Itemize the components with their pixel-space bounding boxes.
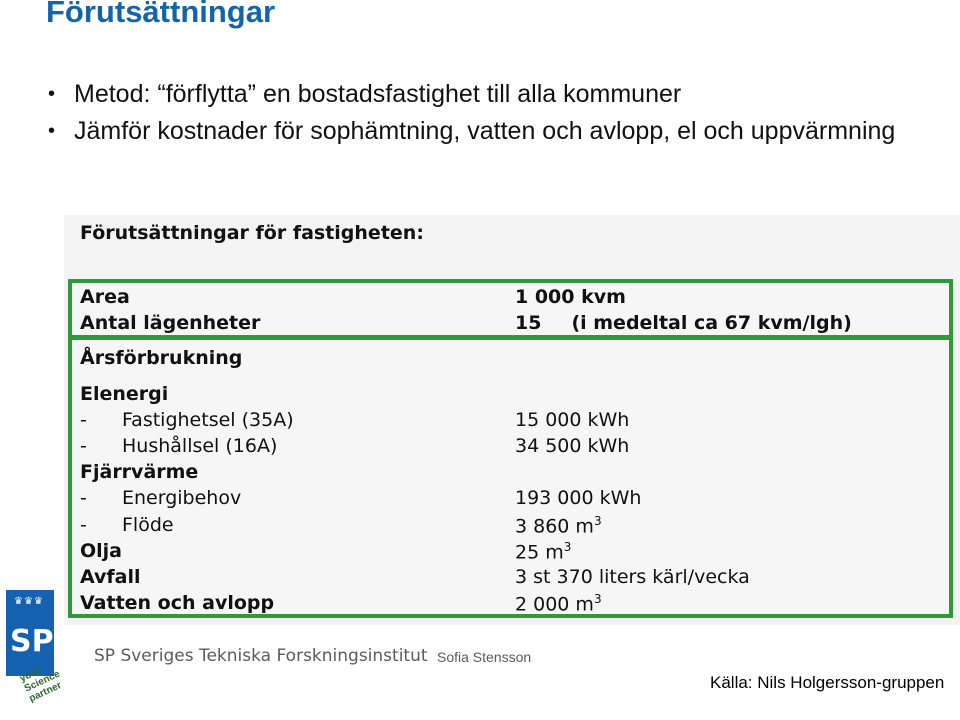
row-dash: - bbox=[80, 513, 87, 536]
panel-heading: Förutsättningar för fastigheten: bbox=[80, 222, 424, 244]
row-label bbox=[80, 383, 168, 405]
organization-name: SP Sveriges Tekniska Forskningsinstitut bbox=[94, 646, 428, 666]
row-value: 193 000 kWh bbox=[515, 487, 642, 510]
bullet-text: Jämför kostnader för sophämtning, vatten och avlopp, el och uppvärmning bbox=[74, 117, 896, 145]
sp-logo-text: SP bbox=[10, 624, 54, 659]
row-value: 2 000 $m^3$ bbox=[515, 591, 602, 616]
property-summary-box bbox=[68, 279, 953, 339]
row-dash: - bbox=[80, 435, 87, 458]
three-crowns-icon: ♛♛♛ bbox=[14, 596, 44, 607]
section-heading: Årsförbrukning bbox=[80, 347, 243, 369]
row-value: 1 000 kvm bbox=[515, 286, 626, 308]
row-label bbox=[80, 514, 174, 536]
row-label bbox=[80, 487, 241, 509]
unit-superscript: 3 bbox=[563, 539, 572, 554]
author-name: Sofia Stensson bbox=[437, 649, 532, 665]
row-label-text: Olja bbox=[80, 539, 122, 562]
source-note: Källa: Nils Holgersson-gruppen bbox=[710, 673, 945, 692]
table-row bbox=[72, 312, 949, 338]
property-conditions-panel bbox=[64, 215, 960, 625]
row-value: 3 st 370 liters kärl/vecka bbox=[515, 565, 750, 588]
table-row bbox=[72, 487, 949, 513]
row-label-text: Elenergi bbox=[80, 383, 169, 405]
row-label-text: Flöde bbox=[122, 513, 174, 536]
table-row bbox=[72, 286, 949, 312]
table-row bbox=[72, 383, 949, 409]
table-row bbox=[72, 409, 949, 435]
row-label bbox=[80, 409, 294, 431]
bullet-item bbox=[46, 76, 946, 113]
row-label-text: Avfall bbox=[80, 565, 141, 588]
bullet-text: Metod: “förflytta” en bostadsfastighet till alla kommuner bbox=[74, 80, 682, 108]
slide-title: Förutsättningar bbox=[46, 0, 276, 29]
row-label-text: Hushållsel (16A) bbox=[122, 435, 278, 458]
row-value: 25 $m^3$ bbox=[515, 539, 572, 563]
row-label bbox=[80, 566, 141, 588]
row-value: 34 500 kWh bbox=[515, 435, 630, 458]
row-label-text: Vatten och avlopp bbox=[80, 591, 275, 614]
unit-superscript: 3 bbox=[593, 513, 602, 528]
row-label: Antal lägenheter bbox=[80, 312, 261, 334]
row-label bbox=[80, 461, 198, 483]
row-note: (i medeltal ca 67 kvm/lgh) bbox=[571, 312, 852, 334]
row-label-text: Fjärrvärme bbox=[80, 461, 199, 484]
row-label: Area bbox=[80, 286, 130, 308]
bullet-dot-icon: • bbox=[48, 120, 56, 142]
row-value: 15 000 kWh bbox=[515, 409, 630, 432]
row-label bbox=[80, 540, 122, 562]
table-row bbox=[72, 461, 949, 487]
table-row bbox=[72, 540, 949, 566]
table-row bbox=[72, 592, 949, 618]
row-value: 3 860 $m^3$ bbox=[515, 513, 602, 537]
annual-consumption-box bbox=[68, 336, 953, 618]
table-row bbox=[72, 435, 949, 461]
row-label-text: Fastighetsel (35A) bbox=[122, 409, 294, 432]
row-label bbox=[80, 592, 274, 614]
row-dash: - bbox=[80, 487, 87, 510]
bullet-item bbox=[46, 113, 946, 150]
row-value: 15 (i medeltal ca 67 kvm/lgh) bbox=[515, 312, 852, 334]
section-heading-row bbox=[72, 347, 949, 373]
row-label bbox=[80, 435, 277, 457]
table-row bbox=[72, 514, 949, 540]
science-partner-badge: your Science partner bbox=[18, 665, 64, 705]
unit-superscript: 3 bbox=[593, 591, 602, 606]
bullet-dot-icon: • bbox=[48, 83, 56, 105]
row-dash: - bbox=[80, 409, 87, 432]
row-label-text: Energibehov bbox=[122, 487, 242, 510]
table-row bbox=[72, 566, 949, 592]
bullet-list bbox=[46, 76, 946, 150]
